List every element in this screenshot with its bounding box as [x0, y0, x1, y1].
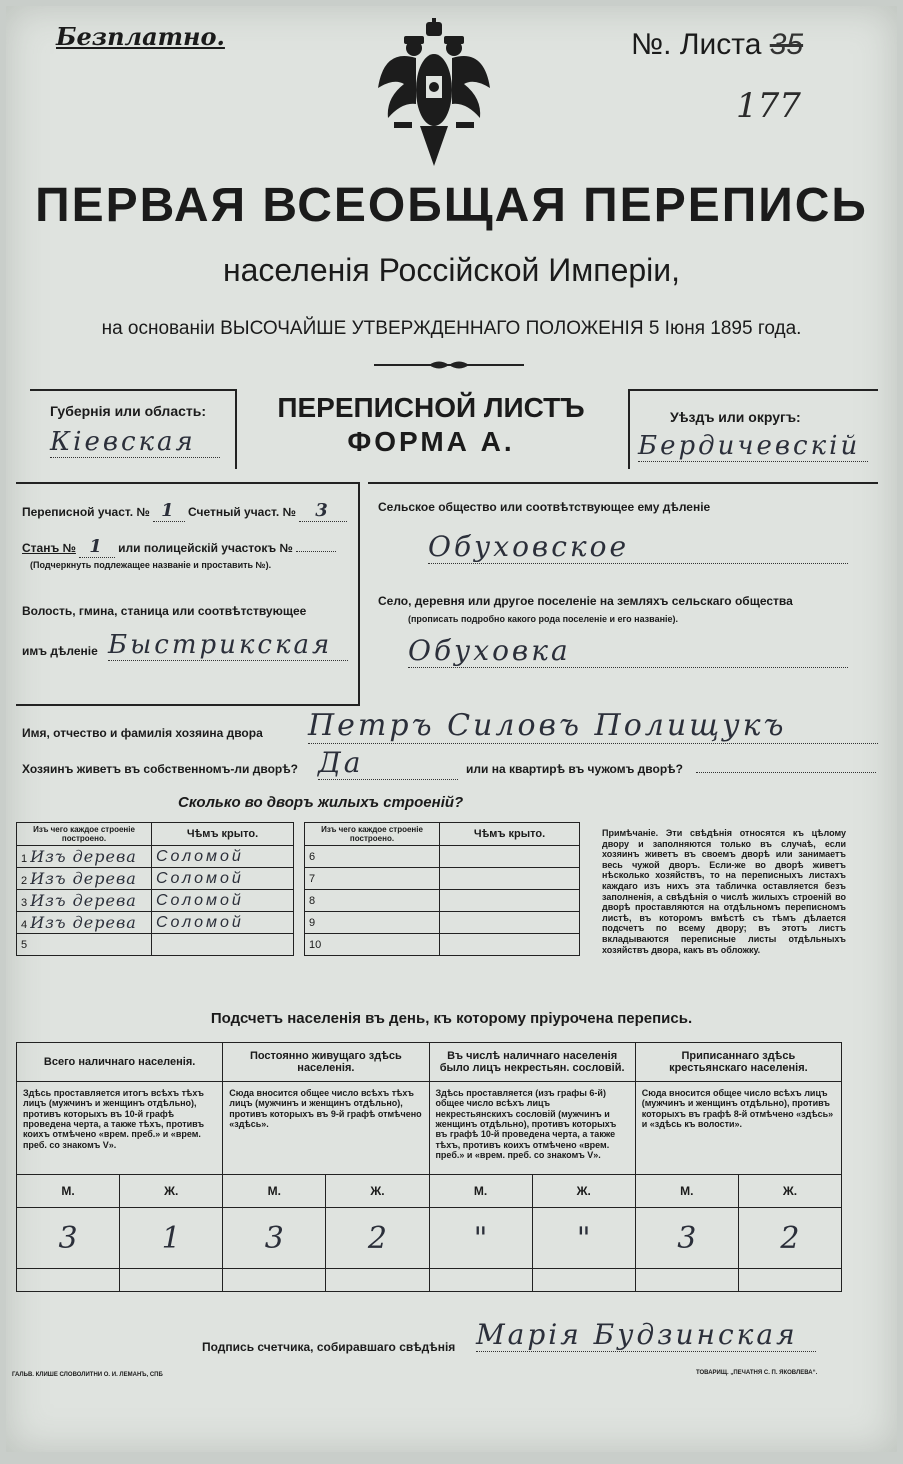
society-label: Сельское общество или соотвѣтствующее ему дѣленіе — [378, 500, 711, 514]
f-label: Ж. — [738, 1175, 841, 1208]
sheet-number-handwritten: 177 — [736, 86, 801, 126]
permanent-female-value: 2 — [326, 1208, 429, 1269]
volost-label-1: Волость, гмина, станица или соотвѣтствующее — [22, 604, 307, 618]
permanent-male-value: 3 — [223, 1208, 326, 1269]
uezd-label: Уѣздъ или округъ: — [670, 409, 801, 425]
count-district-value: 3 — [299, 500, 347, 522]
peasant-male-value: 3 — [635, 1208, 738, 1269]
left-info-block — [16, 482, 360, 706]
document-title: ПЕРВАЯ ВСЕОБЩАЯ ПЕРЕПИСЬ — [35, 179, 868, 232]
table-row: 4 Изъ дерева Соломой — [17, 912, 294, 934]
m-label: М. — [635, 1175, 738, 1208]
table-row: 2 Изъ дерева Соломой — [17, 868, 294, 890]
col-peasant-desc: Сюда вносится общее число всѣхъ лицъ (мужчинъ и женщинъ отдѣльно), противъ которыхъ въ графѣ 8-й отмѣчено «здѣсь» и «здѣсь къ волости». — [635, 1082, 841, 1175]
col-nonpeasant-desc: Здѣсь проставляется (изъ графы 6-й) общее число всѣхъ лицъ некрестьянскихъ сословій (мужчинъ и женщинъ отдѣльно), противъ которыхъ въ графѣ 10-й проведена черта, а также тѣхъ, противъ коихъ отмѣчено «врем. преб.» и «врем. преб. со знакомъ V». — [429, 1082, 635, 1175]
volost-value: Быстрикская — [108, 630, 348, 661]
underline-note: (Подчеркнуть подлежащее названіе и проставить №). — [30, 560, 272, 570]
owner-name-value: Петръ Силовъ Полищукъ — [308, 708, 878, 744]
uezd-box — [628, 389, 878, 469]
table-row: 7 — [305, 868, 580, 890]
census-district-label: Переписной участ. № — [22, 505, 150, 519]
col-nonpeasant-header: Въ числѣ наличнаго населенія было лицъ некрестьян. сословій. — [429, 1043, 635, 1082]
sheet-title: ПЕРЕПИСНОЙ ЛИСТЪ — [277, 392, 585, 423]
own-yard-label: Хозяинъ живетъ въ собственномъ-ли дворѣ? — [22, 762, 299, 776]
m-label: М. — [17, 1175, 120, 1208]
total-female-value: 1 — [120, 1208, 223, 1269]
population-table — [16, 1042, 842, 1292]
material-header-right: Изъ чего каждое строеніе построено. — [305, 823, 440, 846]
form-name: ФОРМА А. — [347, 426, 515, 457]
rented-value — [696, 750, 876, 773]
material-header: Изъ чего каждое строеніе построено. — [17, 823, 152, 846]
village-note: (прописать подробно какого рода поселеніе и его названіе). — [408, 614, 679, 624]
census-form-page — [6, 6, 897, 1452]
document-subtitle: населенія Россійской Имперіи, — [222, 252, 681, 288]
stan-value: 1 — [79, 536, 115, 558]
count-district-label: Счетный участ. № — [187, 505, 296, 519]
table-row: 10 — [305, 934, 580, 956]
table-row: 9 — [305, 912, 580, 934]
m-label: М. — [223, 1175, 326, 1208]
col-permanent-desc: Сюда вносится общее число всѣхъ тѣхъ лицъ (мужчинъ и женщинъ отдѣльно), противъ которыхъ въ 9-й графѣ отмѣчено «здѣсь». — [223, 1082, 429, 1175]
society-value: Обуховское — [428, 530, 848, 564]
sheet-number-label — [631, 28, 803, 62]
table-row: 1 Изъ дерева Соломой — [17, 846, 294, 868]
f-label: Ж. — [532, 1175, 635, 1208]
village-label: Село, деревня или другое поселеніе на земляхъ сельскаго общества — [378, 594, 793, 608]
table-row: 3 Изъ дерева Соломой — [17, 890, 294, 912]
divider-ornament-icon — [374, 358, 524, 372]
printer-left: ГАЛЬВ. КЛИШЕ СЛОВОЛИТНИ О. И. ЛЕМАНЪ, СПБ — [12, 1372, 163, 1378]
sheet-number-struck: 35 — [769, 28, 804, 61]
stan-label: Станъ № — [22, 541, 76, 555]
table-row: 8 — [305, 890, 580, 912]
buildings-table-left — [16, 822, 294, 956]
uezd-value: Бердичевскій — [638, 431, 868, 462]
col-permanent-header: Постоянно живущаго здѣсь населенія. — [223, 1043, 429, 1082]
signature-label: Подпись счетчика, собиравшаго свѣдѣнія — [202, 1340, 456, 1354]
m-label: М. — [429, 1175, 532, 1208]
f-label: Ж. — [326, 1175, 429, 1208]
free-label: Безплатно. — [56, 22, 225, 51]
document-basis: на основаніи ВЫСОЧАЙШЕ УТВЕРЖДЕННАГО ПОЛОЖЕНІЯ 5 Іюня 1895 года. — [101, 318, 802, 339]
f-label: Ж. — [120, 1175, 223, 1208]
police-label: или полицейскій участокъ № — [118, 541, 293, 555]
nonpeasant-male-value: " — [429, 1208, 532, 1269]
total-male-value: 3 — [17, 1208, 120, 1269]
buildings-note: Примѣчаніе. Эти свѣдѣнія относятся къ цѣлому двору и заполняются только въ случаѣ, если хозяинъ живетъ въ своемъ дворѣ или занимаетъ весь чужой дворъ. Если-же во дворѣ живетъ нѣсколько хозяйствъ, то на переписныхъ листахъ каждаго изъ нихъ эта табличка оставляется безъ заполненія, а свѣдѣнія о числѣ жилыхъ строеній во дворѣ проставляются на отдѣльномъ переписномъ листѣ, въ которомъ вмѣстѣ съ тѣмъ дѣлается подсчетъ по всему двору; въ этотъ листъ вкладываются переписные листы отдѣльныхъ хозяйствъ двора, какъ въ обложку. — [602, 828, 846, 955]
nonpeasant-female-value: " — [532, 1208, 635, 1269]
guberniya-value: Кіевская — [50, 427, 220, 458]
double-headed-eagle-emblem-icon — [374, 18, 494, 168]
guberniya-box — [30, 389, 237, 469]
col-total-desc: Здѣсь проставляется итогъ всѣхъ тѣхъ лицъ (мужчинъ и женщинъ отдѣльно), противъ которыхъ въ 10-й графѣ проведена черта, а также тѣхъ, противъ коихъ отмѣчено «врем. преб.» и «врем. преб. со знакомъ V». — [17, 1082, 223, 1175]
census-district-value: 1 — [153, 500, 185, 522]
peasant-female-value: 2 — [738, 1208, 841, 1269]
roof-header: Чѣмъ крыто. — [152, 823, 294, 846]
sheet-label-text: №. Листа — [631, 28, 762, 61]
signature-value: Марія Будзинская — [476, 1318, 816, 1352]
table-row: 5 — [17, 934, 294, 956]
table-row: 6 — [305, 846, 580, 868]
col-peasant-header: Приписаннаго здѣсь крестьянскаго населенія. — [635, 1043, 841, 1082]
buildings-table-right — [304, 822, 580, 956]
right-info-block — [368, 482, 878, 704]
guberniya-label: Губернія или область: — [50, 403, 207, 419]
village-value: Обуховка — [408, 634, 848, 668]
own-yard-value: Да — [318, 746, 458, 780]
printer-right: ТОВАРИЩ. „ПЕЧАТНЯ С. П. ЯКОВЛЕВА“. — [696, 1370, 818, 1376]
rented-label: или на квартирѣ въ чужомъ дворѣ? — [466, 762, 683, 776]
buildings-title: Сколько во дворъ жилыхъ строеній? — [178, 794, 464, 811]
col-total-header: Всего наличнаго населенія. — [17, 1043, 223, 1082]
owner-name-label: Имя, отчество и фамилія хозяина двора — [22, 726, 263, 740]
population-title: Подсчетъ населенія въ день, къ которому пріурочена перепись. — [210, 1010, 693, 1027]
volost-label-2: имъ дѣленіе — [22, 644, 98, 658]
roof-header-right: Чѣмъ крыто. — [440, 823, 580, 846]
